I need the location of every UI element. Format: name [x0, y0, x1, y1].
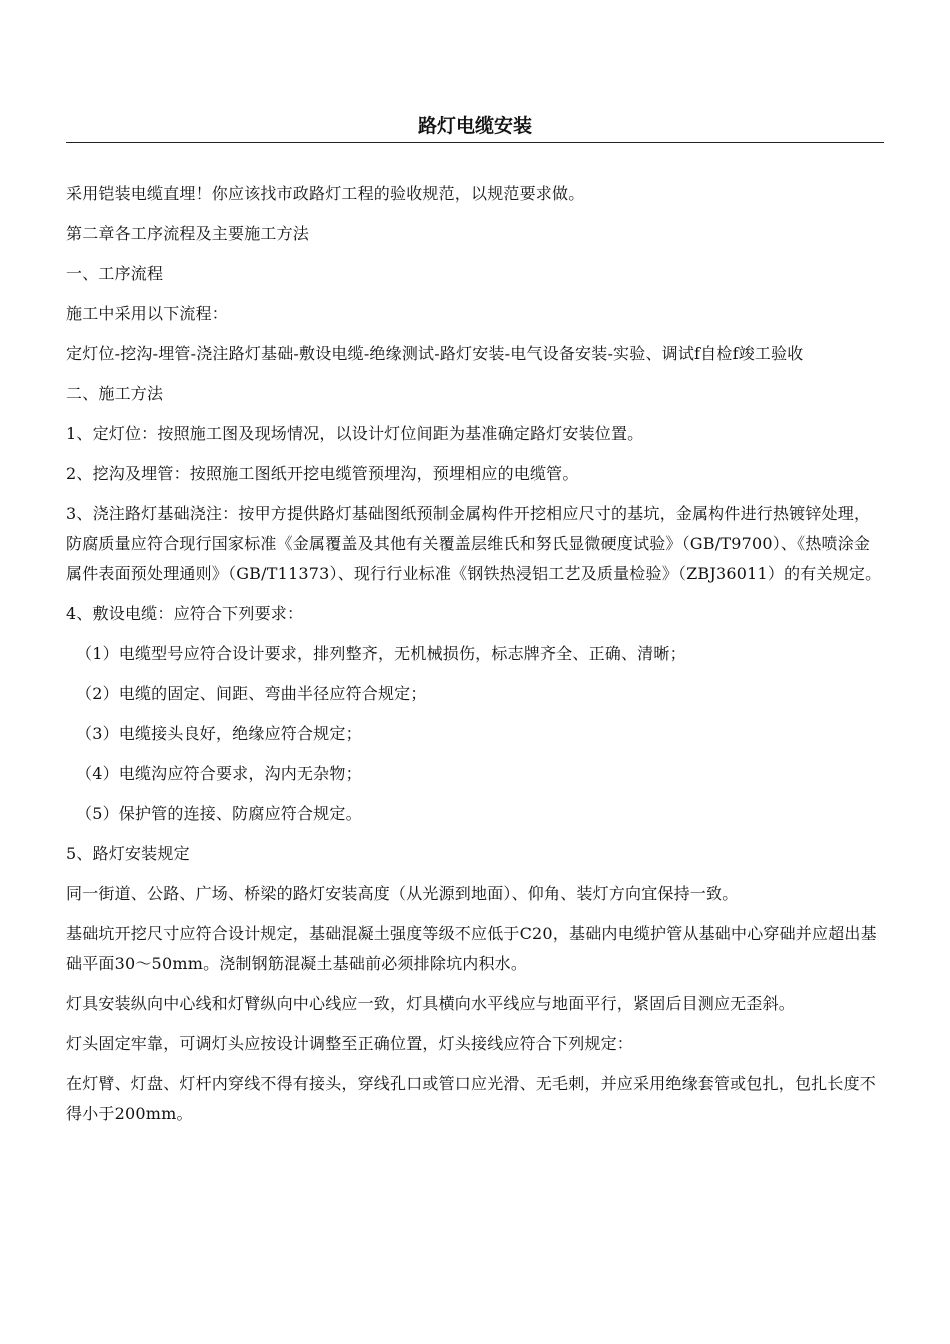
method-item-1: 1、定灯位：按照施工图及现场情况，以设计灯位间距为基准确定路灯安装位置。: [66, 424, 644, 443]
lamp-rule-alignment: 灯具安装纵向中心线和灯臂纵向中心线应一致，灯具横向水平线应与地面平行，紧固后目测应无歪斜。: [66, 994, 796, 1013]
cable-requirement-5: （5）保护管的连接、防腐应符合规定。: [76, 804, 362, 823]
cable-requirement-4: （4）电缆沟应符合要求，沟内无杂物；: [76, 764, 362, 783]
method-item-2: 2、挖沟及埋管：按照施工图纸开挖电缆管预埋沟，预埋相应的电缆管。: [66, 464, 579, 483]
section-heading-methods: 二、施工方法: [66, 384, 164, 403]
document-page: [66, 112, 884, 1139]
lamp-rule-wiring: 在灯臂、灯盘、灯杆内穿线不得有接头，穿线孔口或管口应光滑、无毛刺，并应采用绝缘套管或包扎，包扎长度不得小于200mm。: [66, 1074, 877, 1123]
lamp-rule-head: 灯头固定牢靠，可调灯头应按设计调整至正确位置，灯头接线应符合下列规定：: [66, 1034, 634, 1053]
process-flow: 定灯位-挖沟-埋管-浇注路灯基础-敷设电缆-绝缘测试-路灯安装-电气设备安装-实验、调试f自检f竣工验收: [66, 344, 804, 363]
process-intro: 施工中采用以下流程：: [66, 304, 229, 323]
method-item-4: 4、敷设电缆：应符合下列要求：: [66, 604, 304, 623]
cable-requirement-1: （1）电缆型号应符合设计要求，排列整齐，无机械损伤，标志牌齐全、正确、清晰；: [76, 644, 686, 663]
lamp-rule-height: 同一街道、公路、广场、桥梁的路灯安装高度（从光源到地面）、仰角、装灯方向宜保持一致。: [66, 884, 739, 903]
lamp-rule-foundation: 基础坑开挖尺寸应符合设计规定，基础混凝土强度等级不应低于C20，基础内电缆护管从基础中心穿础并应超出基础平面30～50mm。浇制钢筋混凝土基础前必须排除坑内积水。: [66, 924, 877, 973]
document-title: 路灯电缆安装: [417, 115, 532, 137]
section-heading-process: 一、工序流程: [66, 264, 164, 283]
method-item-3: 3、浇注路灯基础浇注：按甲方提供路灯基础图纸预制金属构件开挖相应尺寸的基坑，金属构件进行热镀锌处理，防腐质量应符合现行国家标准《金属覆盖及其他有关覆盖层维氏和努氏显微硬度试验》（GB/T9700）、《热喷涂金属件表面预处理通则》（GB/T11373）、现行行业标准《钢铁热浸铝工艺及质量检验》（ZBJ36011）的有关规定。: [66, 504, 882, 583]
title-divider: [66, 142, 884, 143]
cable-requirement-3: （3）电缆接头良好，绝缘应符合规定；: [76, 724, 362, 743]
chapter-heading: 第二章各工序流程及主要施工方法: [66, 224, 310, 243]
method-item-5: 5、路灯安装规定: [66, 844, 190, 863]
cable-requirement-2: （2）电缆的固定、间距、弯曲半径应符合规定；: [76, 684, 427, 703]
intro-paragraph: 采用铠装电缆直埋！你应该找市政路灯工程的验收规范，以规范要求做。: [66, 184, 585, 203]
